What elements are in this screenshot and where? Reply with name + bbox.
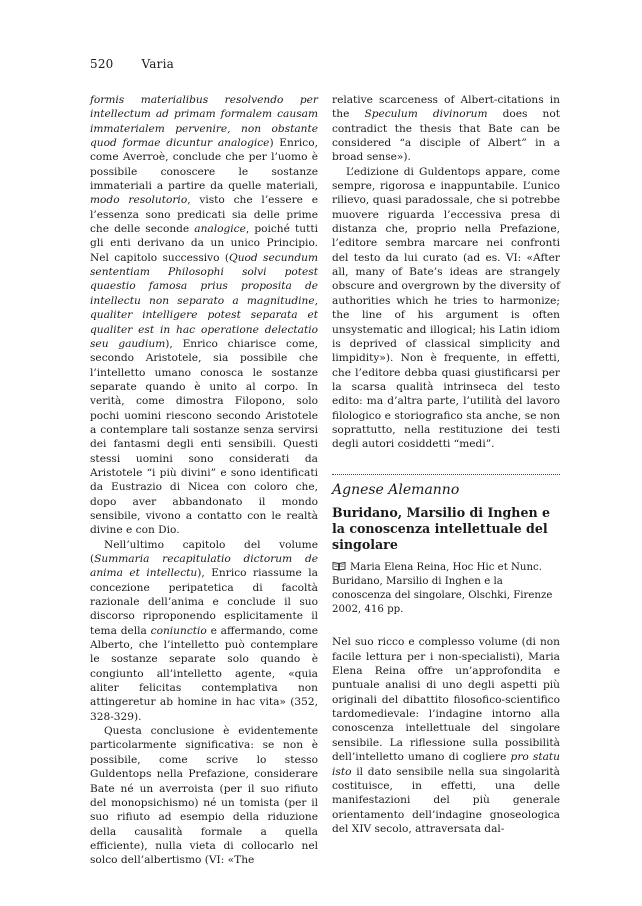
page-number: 520: [90, 57, 114, 71]
italic-text-run: Summaria recapitulatio dictorum de anima et intellectu: [90, 553, 318, 580]
paragraph: [90, 724, 318, 867]
left-column: [90, 93, 318, 868]
paragraph: [90, 538, 318, 724]
bibliography-text: Maria Elena Reina, Hoc Hic et Nunc. Buridano, Marsilio di Inghen e la conoscenza del singolare, Olschki, Firenze 2002, 416 pp.: [332, 561, 553, 616]
section-divider: [332, 474, 560, 475]
italic-text-run: modo resolutorio: [90, 194, 188, 207]
section-title: Varia: [141, 57, 174, 71]
text-run: ) Enrico, come Averroè, conclude che per l’uomo è possibile conoscere le sostanze immateriali a partire da quelle materiali,: [90, 137, 318, 193]
italic-text-run: Quod secundum sententiam Philosophi solvi potest quaestio famosa prius proposita de intellectu non separato a magnitudine, qualiter intelligere potest separata et qualiter est in hac operatione delectatio seu gaudium: [90, 251, 318, 350]
text-run: , poiché tutti gli enti derivano da un unico Principio. Nel capitolo successivo (: [90, 223, 318, 264]
italic-text-run: coniunctio: [150, 624, 207, 637]
text-run: Nell’ultimo capitolo del volume (: [90, 538, 318, 565]
text-run: ), Enrico riassume la concezione peripatetica di facoltà razionale dell’anima e conclude il suo discorso riproponendo esplicitamente il tema della: [90, 567, 318, 637]
review-author: Agnese Alemanno: [332, 481, 460, 498]
text-run: ), Enrico chiarisce come, secondo Aristotele, sia possibile che l’intelletto umano conosca le sostanze separate quando è unito al corpo. In verità, come dimostra Filopono, solo pochi uomini riescono secondo Aristotele a contemplare tali sostanze senza servirsi dei fantasmi degli enti sensibili. Questi stessi uomini sono considerati da Aristotele “i più divini” e sono identificati da Eustrazio di Nicea con coloro che, dopo aver abbandonato il mondo sensibile, vivono a contatto con le realtà divine e con Dio.: [90, 337, 319, 537]
text-run: e affermando, come Alberto, che l’intelletto può contemplare le sostanze separate solo quando è congiunto all’intelletto agente, «quia aliter felicitas contemplativa non attingeretur ab homine in hac vita» (352, 328-329).: [90, 624, 318, 723]
paragraph: [332, 165, 560, 452]
text-run: Nel suo ricco e complesso volume (di non facile lettura per i non-specialisti), Maria Elena Reina offre un’approfondita e puntuale analisi di uno degli aspetti più originali del dibattito filosofico-scientifico tardomedievale: l’indagine intorno alla conoscenza intellettuale del singolare sensibile. La riflessione sulla possibilità dell’intelletto umano di cogliere: [332, 636, 560, 764]
text-run: does not contradict the thesis that Bate can be considered “a disciple of Albert” in a broad sense»).: [332, 108, 560, 164]
review-title: Buridano, Marsilio di Inghen e la conoscenza intellettuale del singolare: [332, 504, 551, 552]
running-header: [90, 57, 174, 71]
paragraph: [332, 635, 560, 836]
italic-text-run: pro statu isto: [332, 751, 560, 778]
text-run: , visto che l’essere e l’essenza sono predicati sia delle prime che delle seconde: [90, 194, 318, 236]
text-run: relative scarceness of Albert-citations in the: [332, 94, 560, 121]
text-run: il dato sensibile nella sua singolarità costituisce, in effetti, una delle manifestazioni del più generale orientamento dell’indagine gnoseologica del XIV secolo, attraversata dal-: [332, 765, 560, 835]
bibliographic-reference: [332, 561, 560, 618]
italic-text-run: analogice: [194, 223, 246, 236]
text-run: L’edizione di Guldentops appare, come sempre, rigorosa e inappuntabile. L’unico rilievo, quasi paradossale, che si potrebbe muovere riguarda l’eccessiva presa di distanza che, proprio nella Prefazione, l’editore sembra marcare nei confronti del testo da lui curato (ad es. VI: «After all, many of Bate’s ideas are strangely obscure and overgrown by the diversity of authorities which he tries to harmonize; the line of his argument is often unsystematic and illogical; his Latin idiom is deprived of classical simplicity and limpidity»). Non è frequente, in effetti, che l’editore debba quasi giustificarsi per la scarsa qualità intrinseca del testo edito: ma d’altra parte, l’utilità del lavoro filologico e storiografico sta anche, se non soprattutto, nella restituzione dei testi degli autori cosiddetti “medi”.: [332, 165, 560, 451]
open-book-icon: [332, 561, 346, 571]
text-run: Questa conclusione è evidentemente particolarmente significativa: se non è possibile, come scrive lo stesso Guldentops nella Prefazione, considerare Bate né un averroista (per il suo rifiuto del monopsichismo) né un tomista (per il suo rifiuto ad esempio della riduzione della causalità formale a quella efficiente), nulla vieta di collocarlo nel solco dell’albertismo (VI: «The: [90, 725, 318, 867]
paragraph: [90, 93, 318, 538]
right-column: [332, 93, 560, 836]
italic-text-run: Speculum divinorum: [364, 108, 488, 121]
italic-text-run: formis materialibus resolvendo per intellectum ad primam formalem causam immaterialem pervenire, non obstante quod formae dicuntur analogice: [90, 94, 318, 150]
paragraph: [332, 93, 560, 165]
